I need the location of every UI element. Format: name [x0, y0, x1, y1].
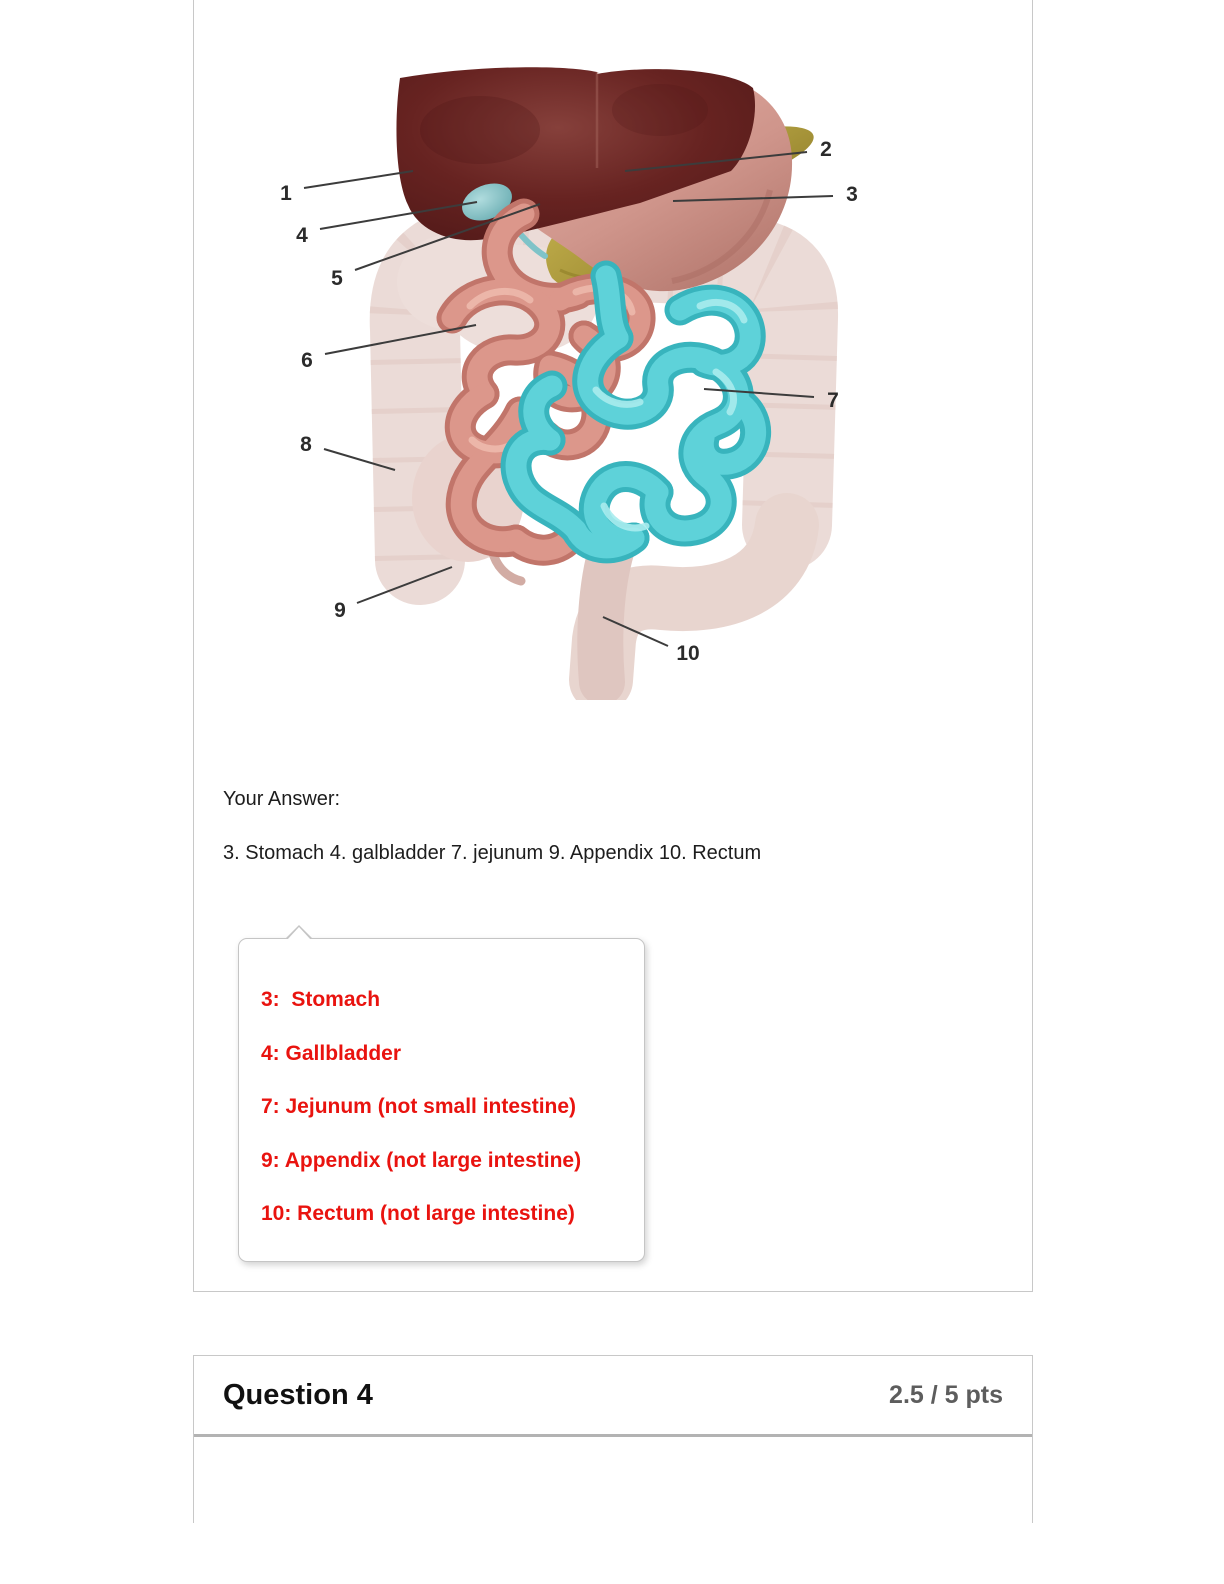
figure-label-6: 6	[301, 349, 313, 372]
figure-label-4: 4	[296, 224, 308, 247]
question4-title: Question 4	[223, 1378, 373, 1411]
figure-label-10: 10	[676, 642, 700, 665]
figure-label-7: 7	[827, 389, 839, 412]
question4-points: 2.5 / 5 pts	[889, 1380, 1003, 1409]
figure-label-9: 9	[334, 599, 346, 622]
figure-label-1: 1	[280, 182, 292, 205]
feedback-item: 10: Rectum (not large intestine)	[261, 1202, 575, 1225]
figure-label-5: 5	[331, 267, 343, 290]
question4-section	[193, 1355, 1033, 1523]
question3-answer-section	[193, 0, 1033, 1292]
feedback-list	[261, 973, 628, 1241]
digestive-system-figure	[250, 40, 890, 700]
question4-header	[194, 1356, 1032, 1437]
feedback-item: 7: Jejunum (not small intestine)	[261, 1095, 577, 1118]
figure-label-2: 2	[820, 138, 832, 161]
rectum	[600, 548, 612, 682]
tooltip-tail-icon	[287, 927, 311, 940]
feedback-item: 3: Stomach	[261, 988, 381, 1011]
figure-label-3: 3	[846, 183, 858, 206]
label-leader-line	[304, 171, 413, 188]
figure-label-8: 8	[300, 433, 312, 456]
your-answer-label: Your Answer:	[223, 788, 341, 810]
feedback-item: 9: Appendix (not large intestine)	[261, 1148, 582, 1172]
feedback-item: 4: Gallbladder	[261, 1041, 402, 1065]
feedback-tooltip	[238, 938, 645, 1262]
student-answer-text: 3. Stomach 4. galbladder 7. jejunum 9. Appendix 10. Rectum	[223, 842, 762, 864]
